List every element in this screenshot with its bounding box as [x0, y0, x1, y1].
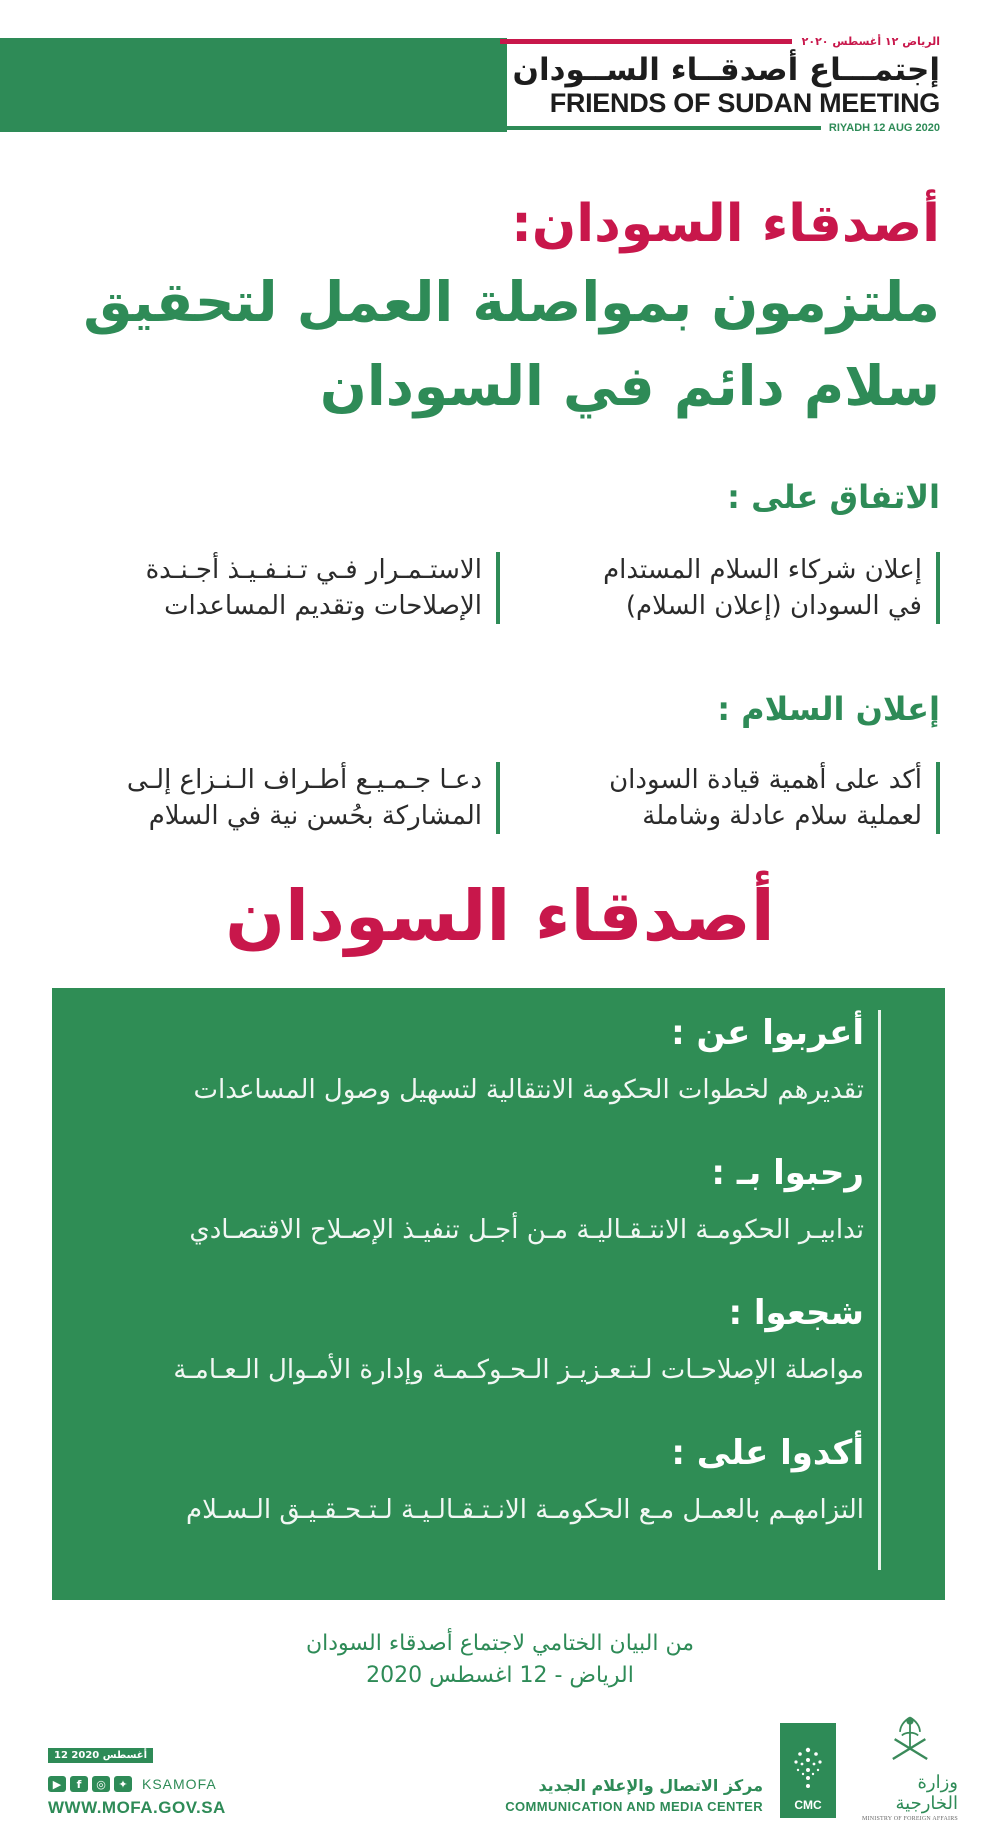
header-date-text: الرياض ١٢ أغسطس ٢٠٢٠ [801, 34, 940, 48]
item-bar [936, 762, 940, 834]
header-green-rule [500, 126, 821, 130]
item-bar [496, 762, 500, 834]
item-line: الاستـمـرار فـي تـنـفـيـذ أجـنـدة [145, 555, 482, 585]
youtube-icon[interactable]: ▶ [48, 1776, 66, 1792]
cmc-emblem-icon [788, 1742, 828, 1798]
header-dateline [500, 34, 940, 48]
item-line: إعلان شركاء السلام المستدام [603, 555, 922, 585]
website-link[interactable]: WWW.MOFA.GOV.SA [48, 1798, 226, 1817]
social-links [48, 1776, 217, 1792]
block-desc: تدابيـر الحكومـة الانتـقـاليـة مـن أجـل تنفيـذ الإصـلاح الاقتصـادي [189, 1215, 864, 1245]
block-bar [878, 1010, 881, 1150]
item-line: المشاركة بحُسن نية في السلام [148, 801, 482, 831]
cmc-arabic-name: مركز الاتصال والإعلام الجديد [538, 1776, 763, 1795]
closing-statement [0, 1628, 1000, 1692]
social-handle[interactable]: KSAMOFA [142, 1776, 217, 1792]
item-bar [936, 552, 940, 624]
cmc-english-name: COMMUNICATION AND MEDIA CENTER [505, 1799, 763, 1814]
ministry-arabic-name: وزارة الخارجية [895, 1772, 958, 1814]
block-desc: تقديرهم لخطوات الحكومة الانتقالية لتسهيل وصول المساعدات [193, 1075, 864, 1105]
resolution-block [52, 1010, 881, 1150]
headline-line-2: سلام دائم في السودان [319, 354, 940, 418]
item-line: لعملية سلام عادلة وشاملة [642, 801, 922, 831]
item-line: في السودان (إعلان السلام) [625, 591, 922, 621]
headline-kicker: أصدقاء السودان: [511, 194, 940, 254]
headline [40, 190, 940, 426]
agreement-item [500, 552, 940, 624]
block-bar [878, 1150, 881, 1290]
header-english-title: FRIENDS OF SUDAN MEETING [549, 88, 940, 118]
agreement-title: الاتفاق على : [727, 478, 940, 516]
footer-date-tag: 12 أغسطس 2020 [48, 1748, 153, 1763]
agreement-items [60, 552, 940, 624]
cmc-logo-label: CMC [794, 1798, 822, 1812]
ministry-logo [862, 1712, 958, 1822]
agreement-item [60, 552, 500, 624]
header-location-date: RIYADH 12 AUG 2020 [828, 122, 940, 134]
block-desc: التزامهـم بالعمـل مـع الحكومـة الانـتـقـالـيـة لـتـحـقـيـق الـسـلام [185, 1495, 864, 1525]
header-red-rule [500, 39, 792, 44]
closing-line-1: من البيان الختامي لاجتماع أصدقاء السودان [305, 1631, 695, 1656]
closing-line-2: الرياض - 12 اغسطس 2020 [366, 1663, 634, 1688]
item-bar [496, 552, 500, 624]
peace-items [60, 762, 940, 834]
facebook-icon[interactable]: f [70, 1776, 88, 1792]
block-title: أكدوا على : [671, 1433, 864, 1473]
item-line: أكد على أهمية قيادة السودان [609, 765, 922, 795]
header-subline [500, 122, 940, 134]
event-header [500, 34, 940, 139]
friends-of-sudan-title: أصدقاء السودان [225, 875, 775, 957]
item-line: دعـا جـمـيـع أطـراف الـنـزاع إلـى [126, 765, 482, 795]
peace-item [500, 762, 940, 834]
headline-line-1: ملتزمون بمواصلة العمل لتحقيق [83, 270, 940, 334]
item-line: الإصلاحات وتقديم المساعدات [164, 591, 482, 621]
block-bar [878, 1290, 881, 1430]
ministry-english-name: MINISTRY OF FOREIGN AFFAIRS [862, 1816, 958, 1822]
twitter-icon[interactable]: ✦ [114, 1776, 132, 1792]
header-arabic-title: إجتمـــاع أصدقــاء الســودان [512, 52, 940, 88]
block-title: أعربوا عن : [671, 1013, 864, 1053]
resolution-block [52, 1430, 881, 1570]
resolutions-panel [52, 988, 945, 1600]
resolution-block [52, 1290, 881, 1430]
header-green-bar [0, 38, 507, 132]
peace-declaration-title: إعلان السلام : [717, 690, 940, 728]
block-desc: مواصلة الإصلاحـات لـتـعـزيـز الـحـوكـمـة وإدارة الأمـوال الـعـامـة [173, 1355, 864, 1385]
block-bar [878, 1430, 881, 1570]
saudi-emblem-icon [879, 1712, 941, 1768]
peace-item [60, 762, 500, 834]
instagram-icon[interactable]: ◎ [92, 1776, 110, 1792]
block-title: شجعوا : [728, 1293, 864, 1333]
cmc-name [505, 1776, 763, 1814]
cmc-logo [780, 1723, 836, 1818]
block-title: رحبوا بـ : [711, 1153, 864, 1193]
resolution-block [52, 1150, 881, 1290]
